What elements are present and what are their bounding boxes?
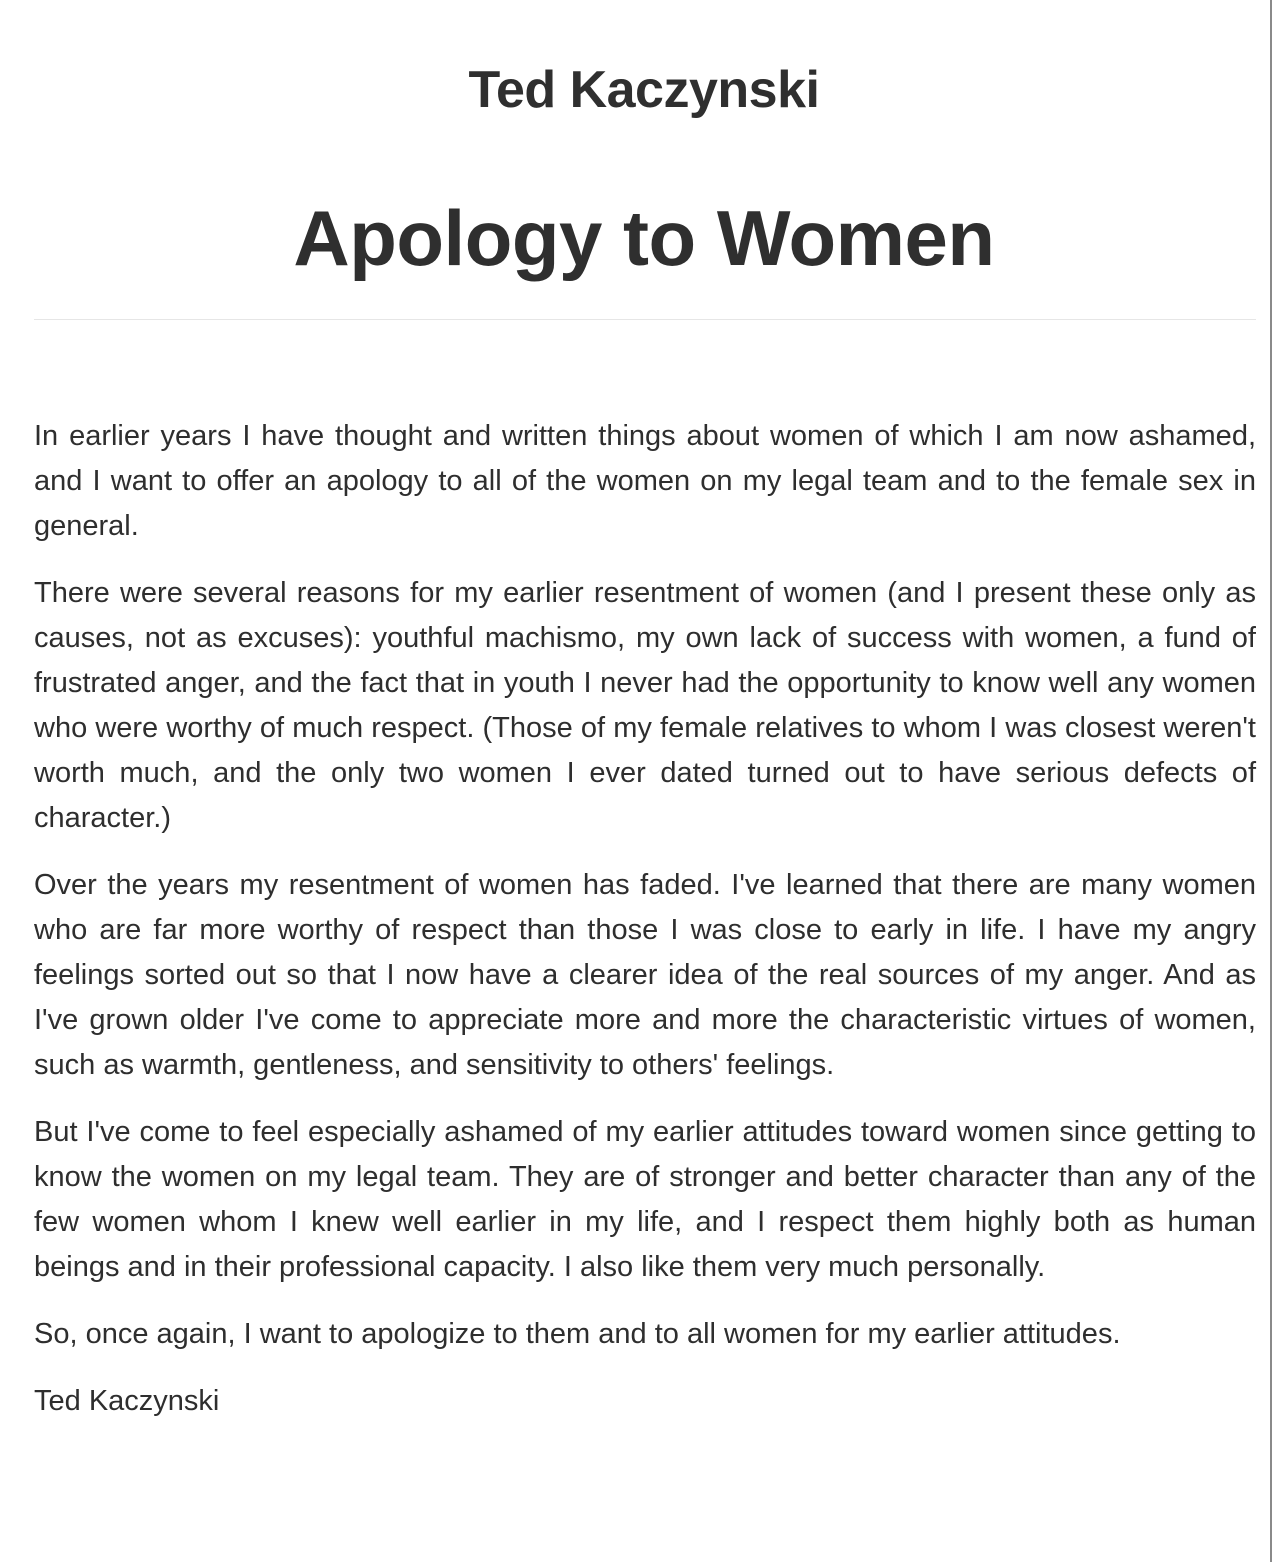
paragraph-2: There were several reasons for my earlier resentment of women (and I present these only as causes, not as excuses): youthful machismo, my own lack of success with women, a fund of frustrated anger, and the fact that in youth I never had the opportunity to know well any women who were worthy of much respect. (Those of my female relatives to whom I was closest weren't worth much, and the only two women I ever dated turned out to have serious defects of character.) — [34, 577, 1256, 834]
author-heading: Ted Kaczynski — [468, 61, 820, 119]
paragraph-1: In earlier years I have thought and written things about women of which I am now ashamed, and I want to offer an apology to all of the women on my legal team and to the female sex in general. — [34, 420, 1256, 542]
paragraph-4: But I've come to feel especially ashamed of my earlier attitudes toward women since getting to know the women on my legal team. They are of stronger and better character than any of the few women whom I knew well earlier in my life, and I respect them highly both as human beings and in their professional capacity. I also like them very much personally. — [34, 1116, 1256, 1283]
paragraph-3: Over the years my resentment of women has faded. I've learned that there are many women who are far more worthy of respect than those I was close to early in life. I have my angry feelings sorted out so that I now have a clearer idea of the real sources of my anger. And as I've grown older I've come to appreciate more and more the characteristic virtues of women, such as warmth, gentleness, and sensitivity to others' feelings. — [34, 869, 1256, 1081]
signature: Ted Kaczynski — [34, 1385, 220, 1417]
page-title: Apology to Women — [293, 194, 995, 282]
document-body — [34, 414, 1256, 1446]
paragraph-5: So, once again, I want to apologize to them and to all women for my earlier attitudes. — [34, 1318, 1121, 1350]
title-divider — [34, 319, 1256, 320]
